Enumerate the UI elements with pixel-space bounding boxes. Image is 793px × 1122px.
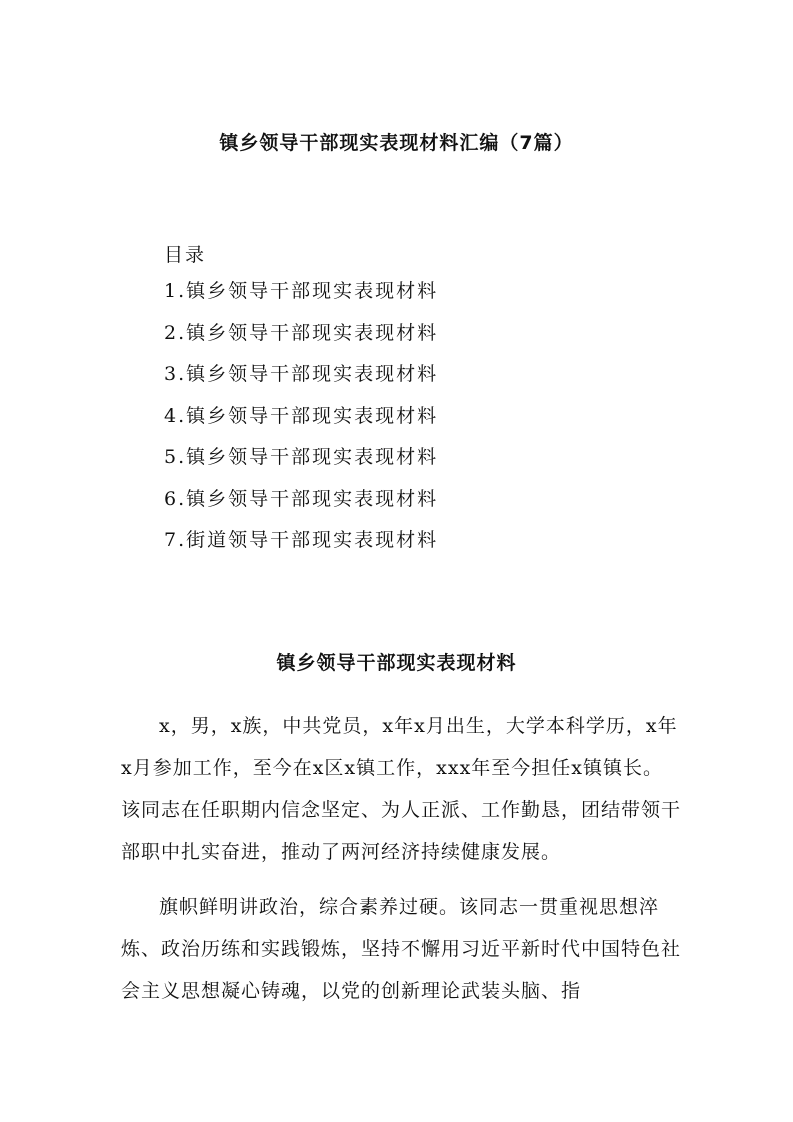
toc-item: 6.镇乡领导干部现实表现材料: [164, 487, 439, 510]
toc-item: 1.镇乡领导干部现实表现材料: [164, 280, 439, 302]
toc-item: 2.镇乡领导干部现实表现材料: [164, 321, 439, 344]
section-title: 镇乡领导干部现实表现材料: [276, 652, 517, 674]
toc-item: 7.街道领导干部现实表现材料: [164, 529, 439, 551]
toc-list: [164, 276, 438, 567]
document-title: 镇乡领导干部现实表现材料汇编（7篇）: [219, 132, 574, 154]
paragraph: x，男，x族，中共党员，x年x月出生，大学本科学历，x年x月参加工作，至今在x区x镇工作，xxx年至今担任x镇镇长。该同志在任职期内信念坚定、为人正派、工作勤恳，团结带领干部职中扎实奋进，推动了两河经济持续健康发展。: [121, 715, 682, 863]
toc-item: 3.镇乡领导干部现实表现材料: [164, 363, 439, 385]
toc-item: 4.镇乡领导干部现实表现材料: [164, 404, 439, 427]
toc-item: 5.镇乡领导干部现实表现材料: [164, 446, 439, 468]
toc-heading: 目录: [164, 244, 207, 266]
table-of-contents: [164, 240, 438, 567]
section-body: [121, 705, 681, 1025]
paragraph: 旗帜鲜明讲政治，综合素养过硬。该同志一贯重视思想淬炼、政治历练和实践锻炼，坚持不懈用习近平新时代中国特色社会主义思想凝心铸魂，以党的创新理论武装头脑、指: [121, 896, 682, 1002]
